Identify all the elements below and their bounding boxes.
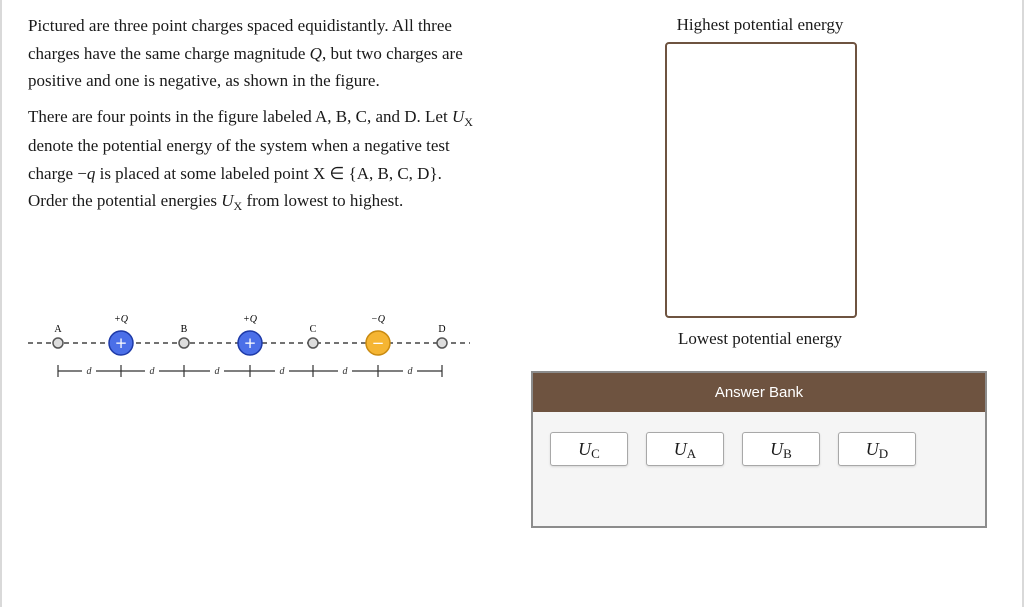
spacing-label: d — [279, 366, 285, 377]
answer-chip-ua[interactable]: UA — [646, 432, 724, 466]
answer-chip-ud[interactable]: UD — [838, 432, 916, 466]
question-text — [28, 12, 483, 225]
point-d — [437, 338, 447, 348]
spacing-label: d — [86, 366, 92, 377]
left-border — [0, 0, 2, 607]
question-paragraph-2: There are four points in the figure labeled A, B, C, and D. Let $U_X$ denote the potential energy of the system when a negative test charge −q is placed at some labeled point X ∈ {A, B, C, D}. Order the potential energies $U_X$ from lowest to highest. — [28, 106, 473, 213]
point-label-a: A — [54, 324, 62, 335]
highest-energy-label: Highest potential energy — [676, 15, 844, 34]
point-label-c: C — [309, 324, 317, 335]
spacing-dimension — [58, 365, 442, 377]
charge-sign-3: − — [371, 334, 385, 352]
point-label-d: D — [438, 324, 446, 335]
point-label-b: B — [180, 324, 188, 335]
lowest-energy-label: Lowest potential energy — [678, 329, 842, 348]
spacing-label: d — [214, 366, 220, 377]
ranking-drop-zone[interactable] — [665, 42, 857, 318]
point-c — [308, 338, 318, 348]
charge-label-3: −Q — [371, 314, 385, 325]
question-paragraph-1: Pictured are three point charges spaced equidistantly. All three charges have the same charge magnitude Q, but two charges are positive and one is negative, as shown in the figure. — [28, 16, 463, 90]
point-a — [53, 338, 63, 348]
potential-symbol-2: $U_X$ — [221, 191, 243, 213]
answer-bank-title: Answer Bank — [533, 373, 985, 412]
answer-chip-uc[interactable]: UC — [550, 432, 628, 466]
charge-sign-1: + — [114, 334, 128, 352]
charge-diagram — [24, 306, 484, 386]
answer-chip-ub[interactable]: UB — [742, 432, 820, 466]
spacing-label: d — [149, 366, 155, 377]
point-b — [179, 338, 189, 348]
spacing-label: d — [407, 366, 413, 377]
spacing-label: d — [342, 366, 348, 377]
charge-label-1: +Q — [114, 314, 128, 325]
potential-symbol: $U_X$ — [451, 106, 473, 129]
charge-sign-2: + — [243, 334, 257, 352]
charge-label-2: +Q — [243, 314, 257, 325]
answer-bank — [531, 371, 987, 528]
charge-symbol: Q — [309, 43, 322, 63]
